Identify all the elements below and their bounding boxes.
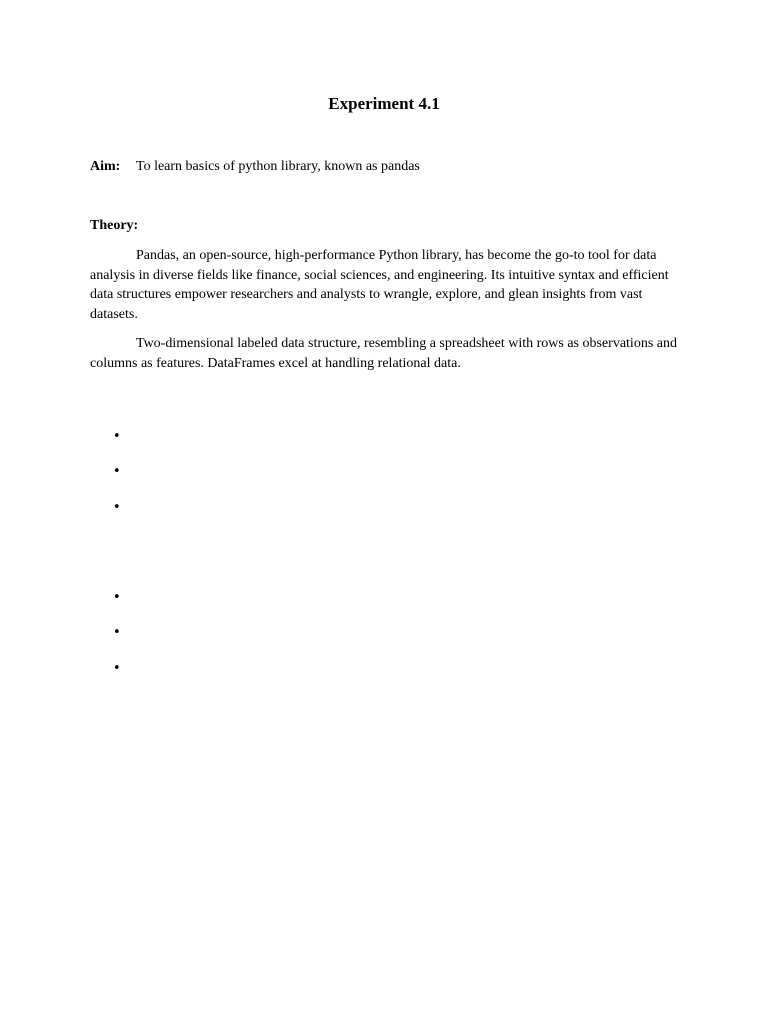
bullet-icon	[113, 588, 121, 608]
bullet-icon	[113, 498, 121, 518]
bullet-icon	[113, 659, 121, 679]
aim-label: Aim:	[90, 159, 121, 174]
bullet-icon	[113, 462, 121, 482]
bullet-icon	[113, 623, 121, 643]
aim-text: To learn basics of python library, known as pandas	[136, 159, 420, 174]
theory-paragraph-1: Pandas, an open-source, high-performance Python library, has become the go-to tool for data analysis in diverse fields like finance, social sciences, and engineering. Its intuitive syntax and efficient data structures empower researchers and analysts to wrangle, explore, and glean insights from vast datasets.	[90, 248, 669, 322]
page-title: Experiment 4.1	[328, 94, 440, 113]
aim-row	[90, 157, 420, 177]
theory-heading: Theory:	[90, 218, 139, 233]
theory-paragraph-2: Two-dimensional labeled data structure, resembling a spreadsheet with rows as observations and columns as features. DataFrames excel at handling relational data.	[90, 336, 677, 371]
bullet-icon	[113, 427, 121, 447]
